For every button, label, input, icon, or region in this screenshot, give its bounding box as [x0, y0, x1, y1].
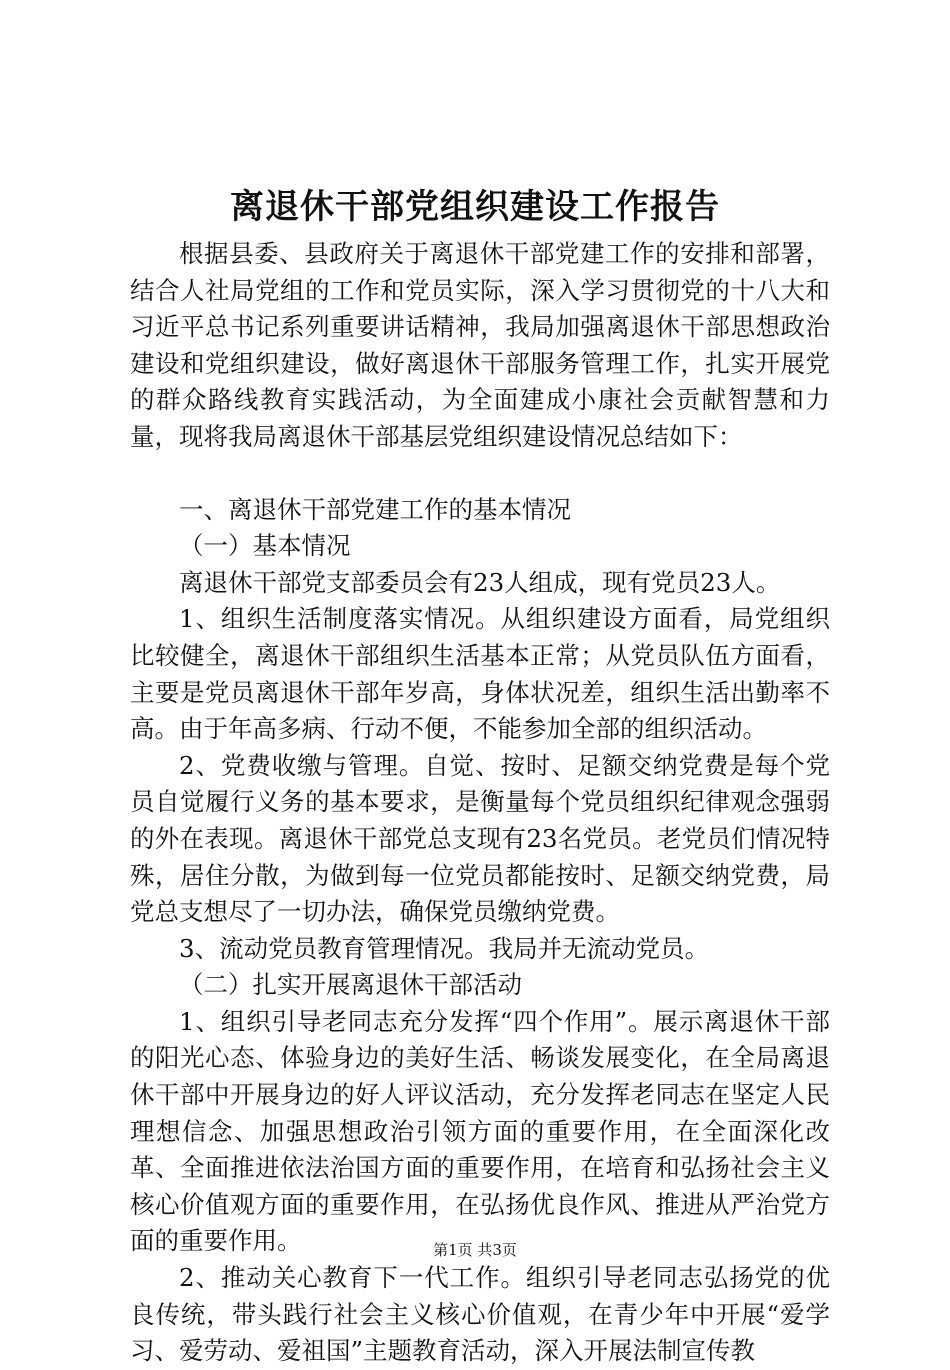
document-body: [130, 236, 830, 1370]
subsection-heading-1: （一）基本情况: [179, 531, 351, 561]
body-paragraph: 1、组织引导老同志充分发挥“四个作用”。展示离退休干部的阳光心态、体验身边的美好生活、畅谈发展变化，在全局离退休干部中开展身边的好人评议活动，充分发挥老同志在坚定人民理想信念、加强思想政治引领方面的重要作用，在全面深化改革、全面推进依法治国方面的重要作用，在培育和弘扬社会主义核心价值观方面的重要作用，在弘扬优良作风、推进从严治党方面的重要作用。: [130, 1006, 830, 1256]
body-paragraph: 1、组织生活制度落实情况。从组织建设方面看，局党组织比较健全，离退休干部组织生活基本正常；从党员队伍方面看，主要是党员离退休干部年岁高，身体状况差，组织生活出勤率不高。由于年高多病、行动不便，不能参加全部的组织活动。: [130, 604, 830, 744]
body-paragraph: 离退休干部党支部委员会有23人组成，现有党员23人。: [179, 567, 781, 597]
subsection-heading-2: （二）扎实开展离退休干部活动: [179, 970, 522, 1000]
body-paragraph: 2、党费收缴与管理。自觉、按时、足额交纳党费是每个党员自觉履行义务的基本要求，是衡量每个党员组织纪律观念强弱的外在表现。离退休干部党总支现有23名党员。老党员们情况特殊，居住分散，为做到每一位党员都能按时、足额交纳党费，局党总支想尽了一切办法，确保党员缴纳党费。: [130, 750, 830, 927]
intro-paragraph: 根据县委、县政府关于离退休干部党建工作的安排和部署，结合人社局党组的工作和党员实际，深入学习贯彻党的十八大和习近平总书记系列重要讲话精神，我局加强离退休干部思想政治建设和党组织建设，做好离退休干部服务管理工作，扎实开展党的群众路线教育实践活动，为全面建成小康社会贡献智慧和力量，现将我局离退休干部基层党组织建设情况总结如下：: [130, 239, 830, 451]
page-footer: 第1页 共3页: [433, 1241, 517, 1259]
body-paragraph: 3、流动党员教育管理情况。我局并无流动党员。: [179, 933, 710, 963]
document-title: 离退休干部党组织建设工作报告: [230, 187, 720, 227]
body-paragraph: 2、推动关心教育下一代工作。组织引导老同志弘扬党的优良传统，带头践行社会主义核心价值观，在青少年中开展“爱学习、爱劳动、爱祖国”主题教育活动，深入开展法制宣传教: [130, 1263, 830, 1366]
section-heading-1: 一、离退休干部党建工作的基本情况: [179, 494, 571, 524]
